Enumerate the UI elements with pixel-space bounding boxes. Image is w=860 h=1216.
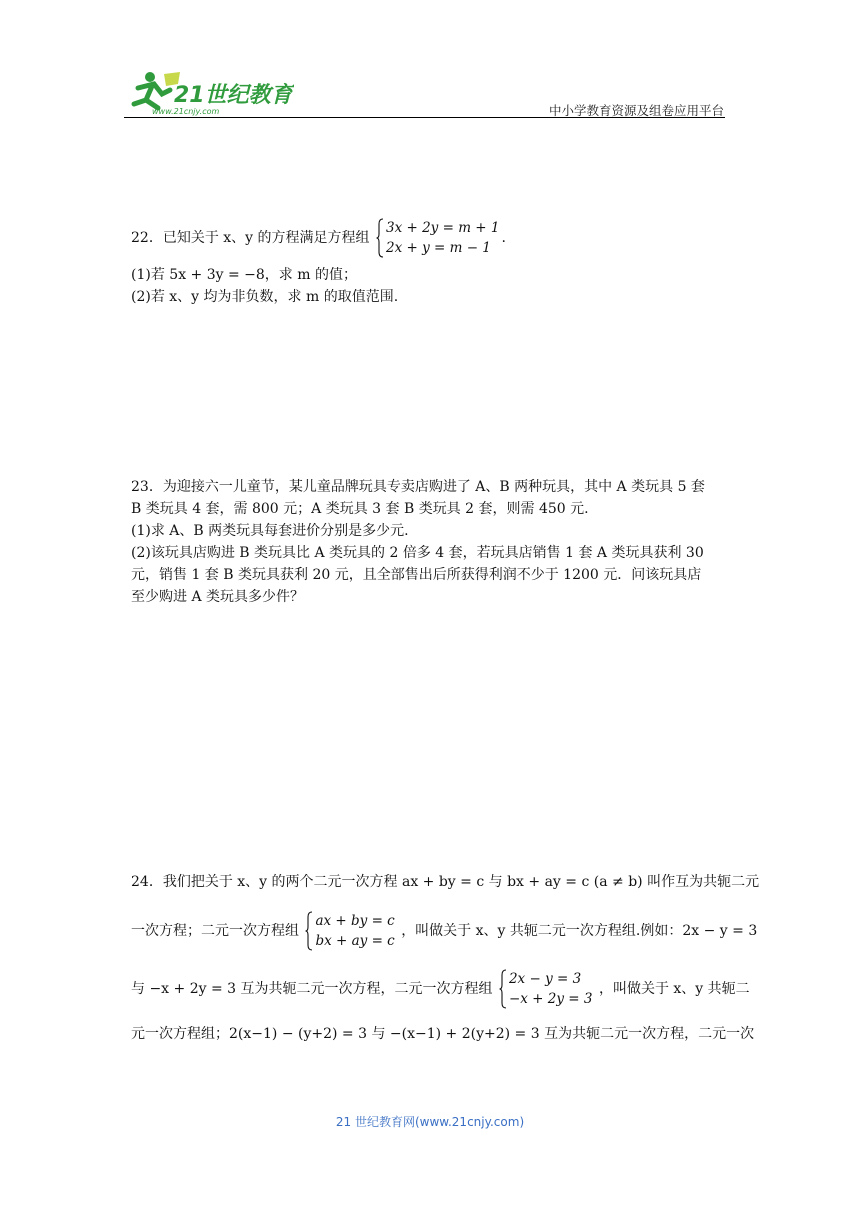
q23-line5: 元，销售 1 套 B 类玩具获利 20 元，且全部售出后所获得利润不少于 1200 元．问该玩具店 bbox=[131, 567, 702, 583]
q24-sys2-eq2: −x + 2y = 3 bbox=[508, 991, 593, 1007]
q24-line3-end: ，叫做关于 x、y 共轭二 bbox=[598, 981, 750, 997]
svg-text:21世纪教育: 21世纪教育 bbox=[174, 83, 293, 108]
q24-line2-end: ，叫做关于 x、y 共轭二元一次方程组.例如：2x − y = 3 bbox=[401, 923, 758, 939]
q23-line6: 至少购进 A 类玩具多少件？ bbox=[131, 589, 305, 605]
q24-sys2-eq1: 2x − y = 3 bbox=[508, 971, 582, 987]
question-23 bbox=[131, 476, 731, 608]
q22-stem: 22．已知关于 x、y 的方程满足方程组 bbox=[131, 230, 370, 246]
brace-icon bbox=[499, 969, 507, 1009]
q22-equation-system bbox=[376, 218, 500, 258]
q24-line2-start: 一次方程；二元一次方程组 bbox=[131, 923, 299, 939]
q24-line3-start: 与 −x + 2y = 3 互为共轭二元一次方程，二元一次方程组 bbox=[131, 981, 493, 997]
q24-line1: 24．我们把关于 x、y 的两个二元一次方程 ax + by = c 与 bx + ay = c (a ≠ b) 叫作互为共轭二元 bbox=[131, 874, 760, 890]
q23-line1: 23．为迎接六一儿童节，某儿童品牌玩具专卖店购进了 A、B 两种玩具，其中 A 类玩具 5 套 bbox=[131, 479, 705, 495]
q23-line4: (2)该玩具店购进 B 类玩具比 A 类玩具的 2 倍多 4 套，若玩具店销售 1 套 A 类玩具获利 30 bbox=[131, 545, 704, 561]
brace-icon bbox=[305, 911, 313, 951]
q23-line2: B 类玩具 4 套，需 800 元；A 类玩具 3 套 B 类玩具 2 套，则需 450 元. bbox=[131, 501, 589, 517]
q24-sys1-eq2: bx + ay = c bbox=[315, 933, 395, 949]
q22-part1: (1)若 5x + 3y = −8，求 m 的值； bbox=[131, 267, 357, 283]
svg-text:www.21cnjy.com: www.21cnjy.com bbox=[152, 107, 220, 116]
q24-line4: 元一次方程组；2(x−1) − (y+2) = 3 与 −(x−1) + 2(y+2) = 3 互为共轭二元一次方程，二元一次 bbox=[131, 1026, 755, 1042]
q22-eq2: 2x + y = m − 1 bbox=[385, 240, 491, 256]
brace-icon bbox=[376, 218, 384, 258]
q22-part2: (2)若 x、y 均为非负数，求 m 的取值范围. bbox=[131, 289, 399, 305]
q24-sys1-eq1: ax + by = c bbox=[315, 913, 395, 929]
q22-eq1: 3x + 2y = m + 1 bbox=[385, 220, 500, 236]
q24-system-example bbox=[499, 969, 593, 1009]
q23-line3: (1)求 A、B 两类玩具每套进价分别是多少元. bbox=[131, 523, 409, 539]
q24-system-general bbox=[305, 911, 394, 951]
header-platform-text: 中小学教育资源及组卷应用平台 bbox=[548, 103, 724, 118]
question-24 bbox=[131, 871, 760, 1045]
footer-text[interactable]: 21 世纪教育网(www.21cnjy.com) bbox=[335, 1115, 525, 1129]
site-logo bbox=[124, 68, 294, 118]
question-22: 22．已知关于 x、y 的方程满足方程组 3x + 2y = m + 1 2x + y = m − 1 . (1)若 5x + 3y = −8，求 m 的值； (2)若 x、y 均为非负数，求 m 的取值范围. bbox=[131, 218, 731, 308]
